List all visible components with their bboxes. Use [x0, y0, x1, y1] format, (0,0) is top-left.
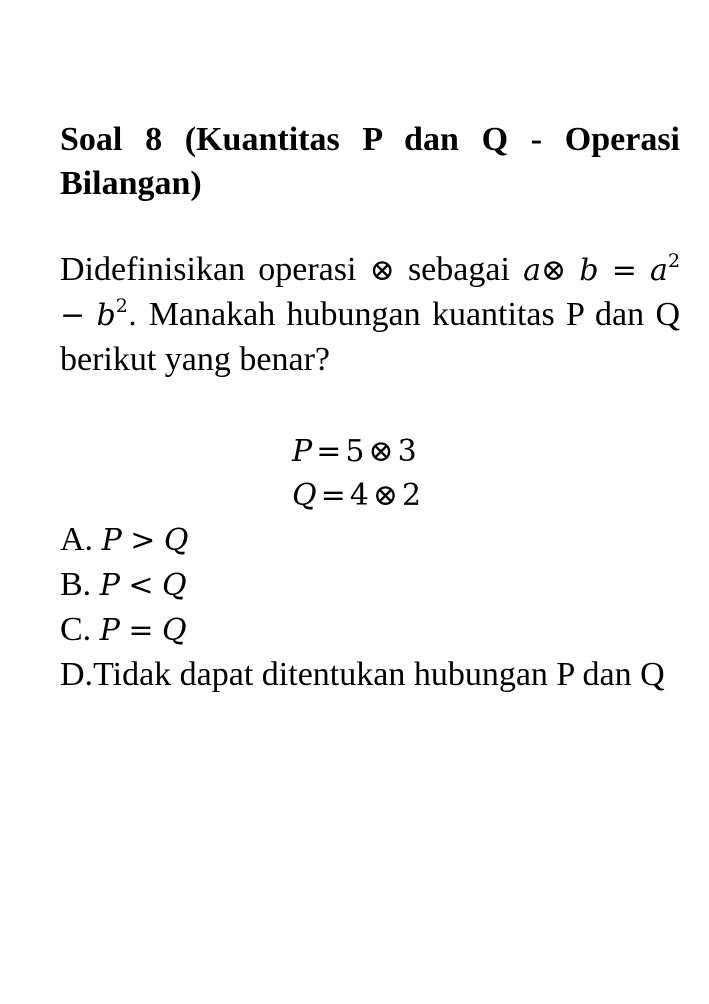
eq-equals: =	[316, 434, 342, 469]
eq-operand-y: 3	[397, 434, 417, 469]
option-d[interactable]	[60, 653, 680, 697]
option-right: Q	[162, 568, 187, 603]
equation-block	[292, 430, 680, 518]
eq-operand-x: 5	[345, 434, 365, 469]
option-relation: <	[128, 568, 154, 603]
option-relation: >	[130, 523, 156, 558]
question-sebagai: sebagai	[407, 251, 510, 288]
def-equals: =	[611, 253, 637, 288]
question-text	[60, 248, 680, 382]
option-c[interactable]	[60, 608, 680, 653]
eq-operand-x: 4	[349, 478, 369, 513]
def-period: .	[127, 298, 138, 333]
option-right: Q	[163, 523, 189, 558]
eq-otimes: ⊗	[368, 434, 394, 469]
option-text: Tidak dapat ditentukan hubungan P dan Q	[93, 656, 665, 693]
option-a[interactable]	[60, 518, 680, 563]
option-relation: =	[128, 613, 154, 648]
question-intro: Didefinisikan operasi	[60, 251, 357, 288]
answer-options	[60, 518, 680, 697]
option-right: Q	[162, 613, 187, 648]
document-page	[60, 118, 680, 697]
option-left: P	[99, 613, 120, 648]
question-rest: Manakah hubungan kuantitas P dan Q berikut yang benar?	[60, 296, 681, 378]
def-otimes-symbol: ⊗	[540, 253, 567, 288]
eq-lhs: P	[292, 434, 313, 469]
def-var-b: b	[579, 253, 599, 288]
equation-q	[292, 474, 680, 518]
option-b[interactable]	[60, 563, 680, 608]
equation-p	[292, 430, 680, 474]
eq-equals: =	[320, 478, 346, 513]
option-letter: B.	[60, 566, 92, 603]
otimes-symbol: ⊗	[369, 253, 395, 288]
def-var-b-squared: b	[96, 298, 116, 333]
def-var-a-squared: a	[650, 253, 668, 288]
question-title: Soal 8 (Kuantitas P dan Q - Operasi Bilangan)	[60, 121, 680, 202]
def-minus: −	[60, 298, 86, 333]
def-exponent-b: 2	[115, 295, 128, 317]
option-letter: A.	[60, 521, 94, 558]
eq-operand-y: 2	[401, 478, 422, 513]
option-letter: C.	[60, 611, 92, 648]
option-letter: D.	[60, 656, 94, 693]
eq-otimes: ⊗	[372, 478, 398, 513]
option-left: P	[101, 523, 122, 558]
option-left: P	[99, 568, 120, 603]
def-exponent-a: 2	[667, 250, 681, 272]
def-var-a: a	[523, 253, 541, 288]
eq-lhs: Q	[292, 478, 317, 513]
